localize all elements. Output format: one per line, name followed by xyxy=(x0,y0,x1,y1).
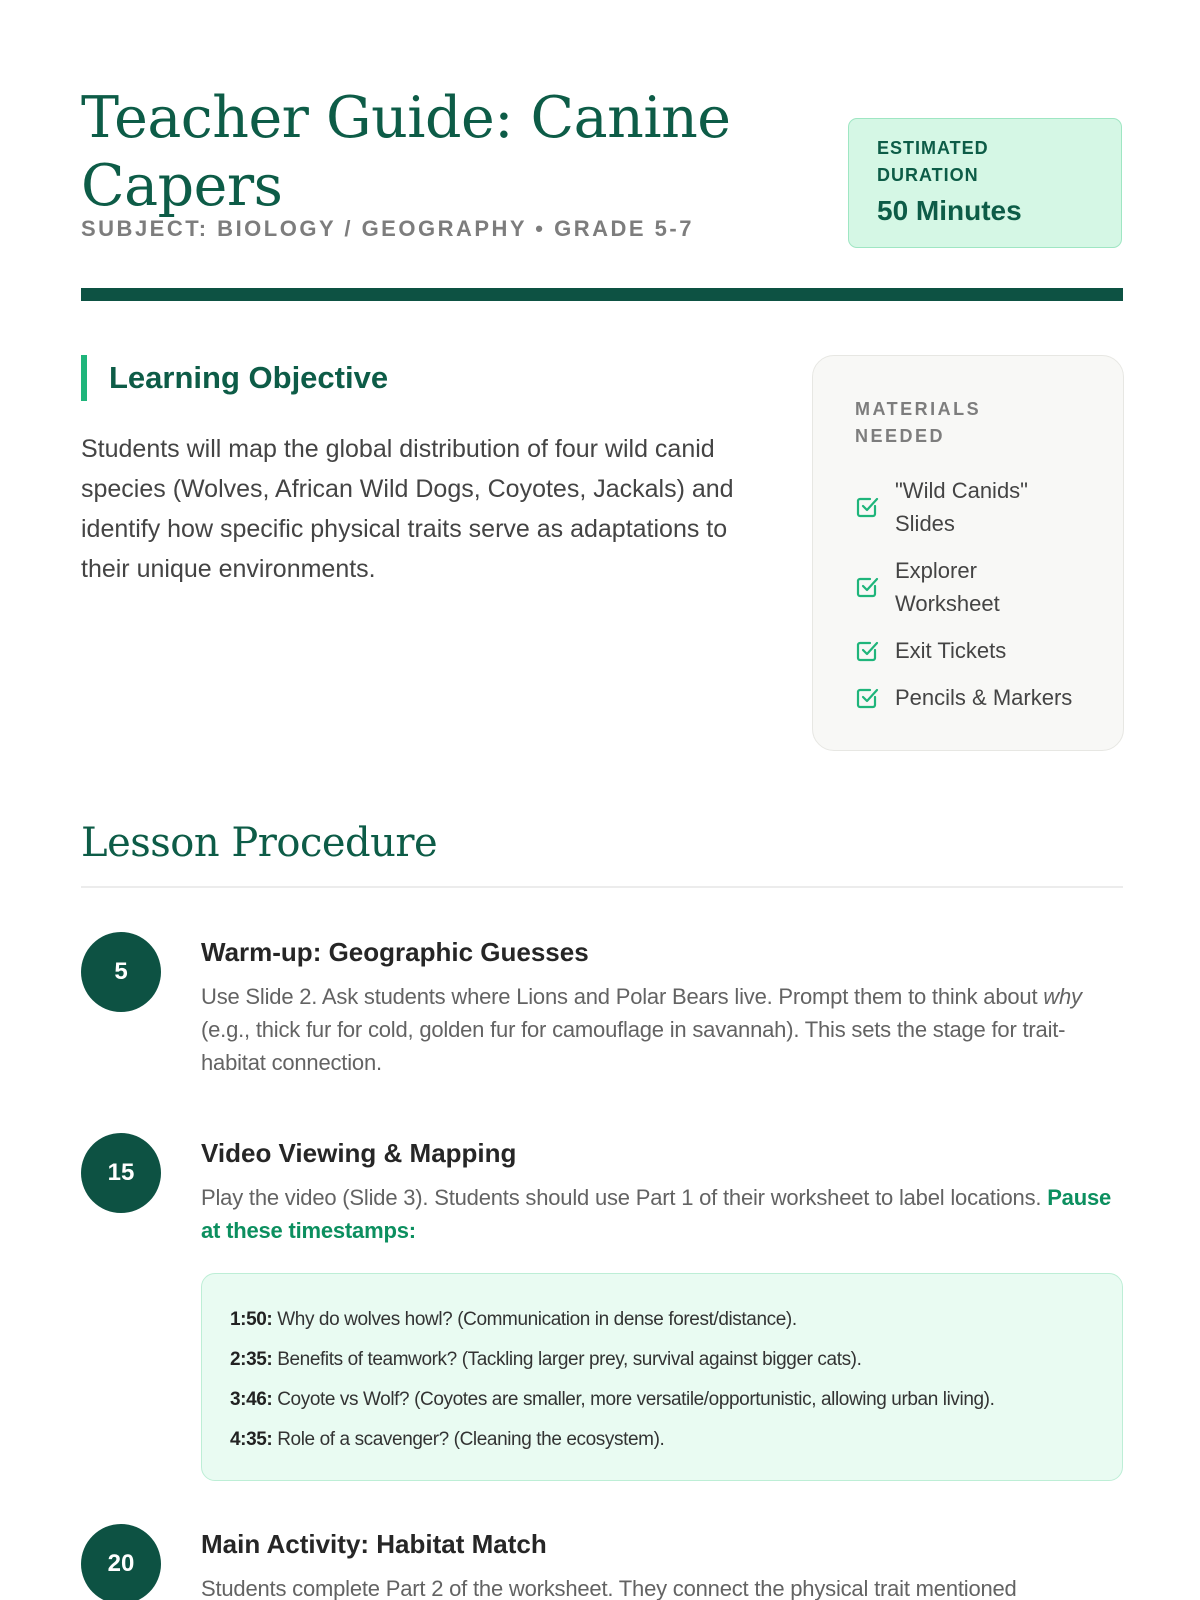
timestamp-question: Coyote vs Wolf? (Coyotes are smaller, more versatile/opportunistic, allowing urban living). xyxy=(272,1389,995,1410)
materials-item-label: Exit Tickets xyxy=(895,638,1007,663)
step-minutes-badge: 15 xyxy=(81,1133,161,1213)
timestamp-time: 3:46: xyxy=(230,1389,273,1410)
materials-item xyxy=(855,554,1083,620)
timestamp-row xyxy=(230,1300,1094,1340)
step-minutes-badge: 5 xyxy=(81,932,161,1012)
check-square-icon xyxy=(855,686,879,710)
materials-item xyxy=(855,681,1083,714)
step-text: Students complete Part 2 of the worksheet. They connect the physical trait mentioned xyxy=(201,1576,1017,1600)
timestamp-question: Why do wolves howl? (Communication in dense forest/distance). xyxy=(272,1309,797,1330)
header-divider xyxy=(81,288,1123,301)
step-title: Warm-up: Geographic Guesses xyxy=(201,937,589,967)
page-header xyxy=(81,84,1123,304)
objective-title: Learning Objective xyxy=(109,360,389,395)
learning-objective-section xyxy=(81,355,761,589)
objective-heading xyxy=(81,355,761,401)
step-title: Main Activity: Habitat Match xyxy=(201,1529,547,1559)
materials-item-label: Explorer Worksheet xyxy=(895,558,1000,616)
timestamp-time: 4:35: xyxy=(230,1429,273,1450)
materials-item xyxy=(855,474,1083,540)
timestamps-box xyxy=(201,1273,1123,1481)
step-text-part: (e.g., thick fur for cold, golden fur for camouflage in savannah). This sets the stage for trait-habitat connection. xyxy=(201,1017,1066,1075)
timestamp-row xyxy=(230,1340,1094,1380)
timestamp-question: Benefits of teamwork? (Tackling larger prey, survival against bigger cats). xyxy=(272,1349,862,1370)
step-body xyxy=(201,1524,1123,1600)
procedure-divider xyxy=(81,886,1123,888)
subject-line: SUBJECT: BIOLOGY / GEOGRAPHY • GRADE 5-7 xyxy=(81,216,694,241)
step-body xyxy=(201,1133,1123,1481)
step-text-part: Play the video (Slide 3). Students should use Part 1 of their worksheet to label locations. xyxy=(201,1185,1048,1210)
timestamp-row xyxy=(230,1380,1094,1420)
step-minutes-badge: 20 xyxy=(81,1524,161,1600)
duration-value: 50 Minutes xyxy=(877,195,1022,226)
timestamps-callout: Pause at these timestamps: xyxy=(201,1185,1112,1243)
step-text xyxy=(201,1181,1123,1247)
duration-label: ESTIMATED DURATION xyxy=(877,138,989,185)
step-text-part: Use Slide 2. Ask students where Lions and Polar Bears live. Prompt them to think about xyxy=(201,984,1044,1009)
timestamp-question: Role of a scavenger? (Cleaning the ecosystem). xyxy=(272,1429,665,1450)
procedure-title: Lesson Procedure xyxy=(81,820,438,866)
check-square-icon xyxy=(855,639,879,663)
step-text-emphasis: why xyxy=(1043,984,1082,1009)
timestamp-row xyxy=(230,1420,1094,1460)
timestamp-time: 1:50: xyxy=(230,1309,273,1330)
materials-list xyxy=(855,474,1083,714)
step-body xyxy=(201,932,1123,1079)
materials-title: MATERIALS NEEDED xyxy=(855,399,982,446)
step-title: Video Viewing & Mapping xyxy=(201,1138,517,1168)
page-title: Teacher Guide: Canine Capers xyxy=(81,85,731,219)
step-text xyxy=(201,980,1123,1079)
duration-card xyxy=(848,118,1122,248)
timestamp-time: 2:35: xyxy=(230,1349,273,1370)
materials-item-label: Pencils & Markers xyxy=(895,685,1073,710)
materials-item-label: "Wild Canids" Slides xyxy=(895,478,1028,536)
check-square-icon xyxy=(855,575,879,599)
check-square-icon xyxy=(855,495,879,519)
objective-text: Students will map the global distribution of four wild canid species (Wolves, African Wild Dogs, Coyotes, Jackals) and identify how specific physical traits serve as adaptations to their unique environments. xyxy=(81,435,734,583)
materials-card xyxy=(812,355,1124,751)
materials-item xyxy=(855,634,1083,667)
heading-accent-bar xyxy=(81,355,87,401)
